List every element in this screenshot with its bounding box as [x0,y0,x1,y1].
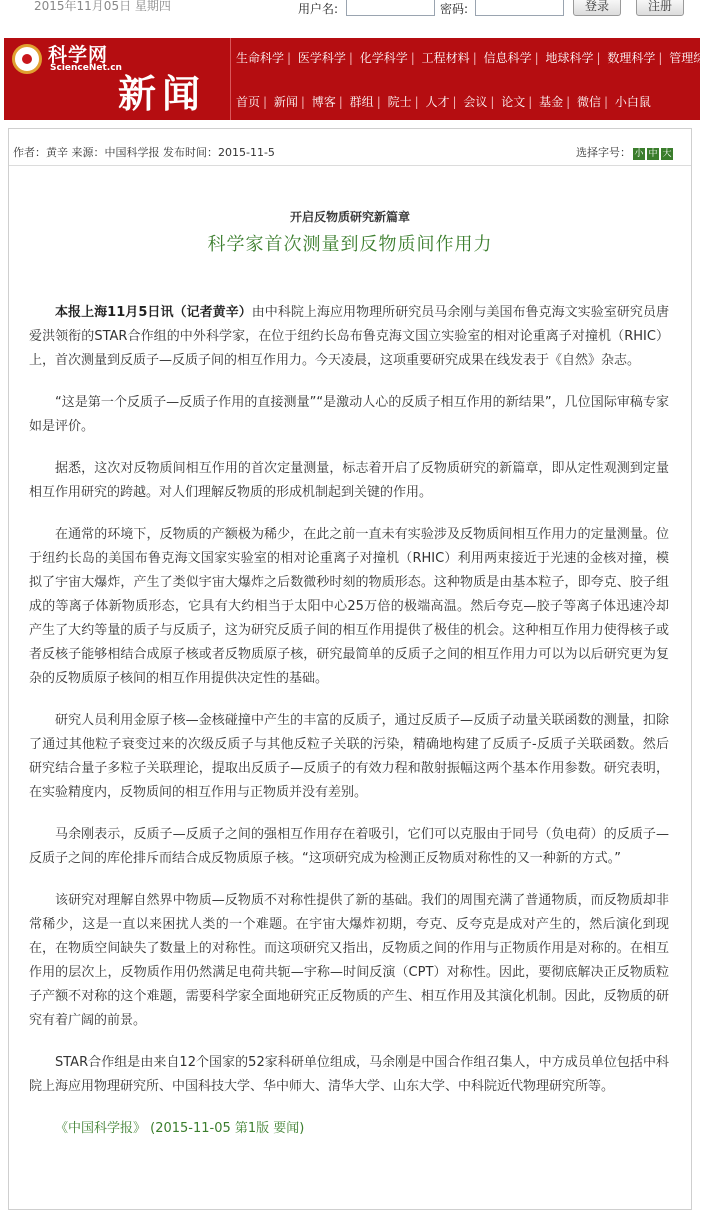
logo-text[interactable]: 科学网 [48,44,109,66]
header-divider [230,38,231,120]
article-paragraph: STAR合作组是由来自12个国家的52家科研单位组成，马余刚是中国合作组召集人，中方成员单位包括中科院上海应用物理研究所、中国科技大学、华中师大、清华大学、山东大学、中科院近代物理研究所等。 [29,1055,669,1094]
nav-papers[interactable]: 论文 [501,95,526,109]
current-date: 2015年11月05日 星期四 [34,0,171,13]
article-paragraph: “这是第一个反质子—反质子作用的直接测量”“是激动人心的反质子相互作用的新结果”，几位国际审稿专家如是评价。 [29,395,669,434]
discipline-link-engineering[interactable]: 工程材料 [421,51,470,65]
article-paragraph: 在通常的环境下，反物质的产额极为稀少，在此之前一直未有实验涉及反物质间相互作用力的定量测量。位于纽约长岛的美国布鲁克海文国家实验室的相对论重离子对撞机（RHIC）利用两束接近于光速的金核对撞，模拟了宇宙大爆炸，产生了类似宇宙大爆炸之后数微秒时刻的物质形态。这种物质是由基本粒子，即夸克、胶子组成的等离子体新物质形态，它具有大约相当于太阳中心25万倍的极端高温。然后夸克—胶子等离子体迅速冷却产生了大约等量的质子与反质子，这为研究反质子间的相互作用提供了极佳的机会。这种相互作用力使得核子或者反核子能够相结合成原子核或者反物质原子核，研究最简单的反质子之间的相互作用力可以为以后研究更为复杂的反物质原子核间的相互作用提供决定性的基础。 [29,527,669,686]
meta-divider [9,165,691,166]
article-source [29,1117,669,1141]
top-login-bar [0,0,700,22]
register-button[interactable]: 注册 [636,0,684,16]
article-paragraph: 据悉，这次对反物质间相互作用的首次定量测量，标志着开启了反物质研究的新篇章，即从定性观测到定量相互作用研究的跨越。对人们理解反物质的形成机制起到关键的作用。 [29,461,669,500]
source-info: (2015-11-05 第1版 要闻) [146,1121,305,1136]
font-size-small-button[interactable]: 小 [634,149,644,159]
nav-meetings[interactable]: 会议 [463,95,488,109]
source-link[interactable]: 《中国科学报》 [55,1121,147,1136]
nav-groups[interactable]: 群组 [349,95,374,109]
article-subtitle: 开启反物质研究新篇章 [289,210,410,224]
nav-blog[interactable]: 博客 [311,95,336,109]
logo-domain: ScienceNet.cn [50,63,122,73]
discipline-link-medical[interactable]: 医学科学 [297,51,346,65]
discipline-link-life[interactable]: 生命科学 [236,51,285,65]
nav-wechat[interactable]: 微信 [577,95,602,109]
nav-academicians[interactable]: 院士 [387,95,412,109]
discipline-link-math-physics[interactable]: 数理科学 [607,51,656,65]
article-lead: 本报上海11月5日讯（记者黄辛） [55,305,252,320]
nav-news[interactable]: 新闻 [273,95,298,109]
article-paragraph: 该研究对理解自然界中物质—反物质不对称性提供了新的基础。我们的周围充满了普通物质，而反物质却非常稀少，这是一直以来困扰人类的一个难题。在宇宙大爆炸初期，夸克、反夸克是成对产生的，然后演化到现在，在物质空间缺失了数量上的对称性。而这项研究又指出，反物质之间的作用与正物质作用是对称的。在相互作用的层次上，反物质作用仍然满足电荷共轭—宇称—时间反演（CPT）对称性。因此，要彻底解决正反物质粒子产额不对称的这个难题，需要科学家全面地研究正反物质的产生、相互作用及其演化机制。因此，反物质的研究有着广阔的前景。 [29,893,669,1028]
discipline-link-information[interactable]: 信息科学 [483,51,532,65]
article-paragraph [29,301,669,373]
article-body [29,301,669,1141]
article-meta: 作者：黄辛 来源：中国科学报 发布时间：2015-11-5 [13,146,275,159]
nav-xiaobaishu[interactable]: 小白鼠 [614,95,651,109]
nav-home[interactable]: 首页 [236,95,261,109]
article-frame [8,128,692,1210]
password-input[interactable] [475,0,564,16]
font-size-selector [576,144,673,160]
login-button[interactable]: 登录 [573,0,621,16]
font-size-label: 选择字号： [576,146,631,159]
discipline-link-management[interactable]: 管理综合 [669,51,717,65]
username-input[interactable] [346,0,435,16]
sciencenet-logo-icon[interactable] [12,44,42,74]
discipline-nav: 生命科学 | 医学科学 | 化学科学 | 工程材料 | 信息科学 | 地球科学 | 数理科学 | 管理综合 [236,51,717,65]
font-size-medium-button[interactable]: 中 [648,149,658,159]
section-title: 新闻 [118,72,207,116]
article-title: 科学家首次测量到反物质间作用力 [207,234,493,255]
main-nav: 首页 | 新闻 | 博客 | 群组 | 院士 | 人才 | 会议 | 论文 | 基金 | 微信 | 小白鼠 [236,95,651,109]
username-label: 用户名: [298,2,339,16]
nav-talent[interactable]: 人才 [425,95,450,109]
site-header [4,38,717,120]
password-label: 密码: [440,2,469,16]
nav-funding[interactable]: 基金 [539,95,564,109]
discipline-link-earth[interactable]: 地球科学 [545,51,594,65]
discipline-link-chemistry[interactable]: 化学科学 [359,51,408,65]
article-paragraph: 马余刚表示，反质子—反质子之间的强相互作用存在着吸引，它们可以克服由于同号（负电荷）的反质子—反质子之间的库伦排斥而结合成反物质原子核。“这项研究成为检测正反物质对称性的又一种新的方式。” [29,827,669,866]
paragraph-text: 由中科院上海应用物理所研究员马余刚与美国布鲁克海文实验室研究员唐爱洪领衔的STAR合作组的中外科学家，在位于纽约长岛布鲁克海文国立实验室的相对论重离子对撞机（RHIC）上，首次测量到反质子—反质子间的相互作用力。今天凌晨，这项重要研究成果在线发表于《自然》杂志。 [29,305,669,368]
article-paragraph: 研究人员利用金原子核—金核碰撞中产生的丰富的反质子，通过反质子—反质子动量关联函数的测量，扣除了通过其他粒子衰变过来的次级反质子与其他反粒子关联的污染，精确地构建了反质子-反质子关联函数。然后研究结合量子多粒子关联理论，提取出反质子—反质子的有效力程和散射振幅这两个基本作用参数。研究表明，在实验精度内，反物质间的相互作用与正物质并没有差别。 [29,713,669,800]
font-size-large-button[interactable]: 大 [662,149,672,159]
